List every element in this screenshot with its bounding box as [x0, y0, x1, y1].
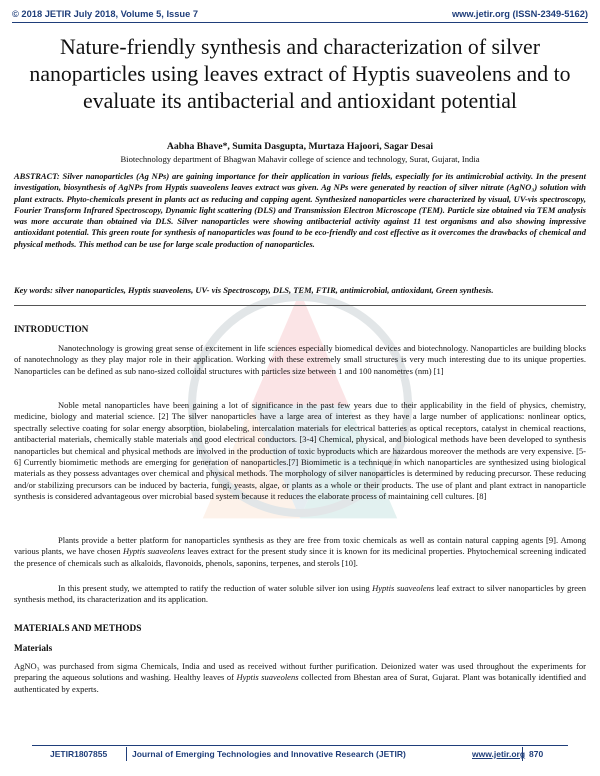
page-number: 870 [529, 749, 544, 759]
intro-paragraph-1: Nanotechnology is growing great sense of excitement in life sciences especially biomedical devices and biotechnology. Nanoparticles are building blocks of nanotechnology as they play major role in their application. Working with these extremely small structures is very much interesting due to its unique properties. Nanoparticles can be defined as sub nano-sized colloidal structures with particles size between 1 and 100 nanometres (nm) [1] [14, 343, 586, 376]
journal-name: Journal of Emerging Technologies and Innovative Research (JETIR) [132, 749, 406, 759]
materials-paragraph [14, 661, 586, 695]
intro-paragraph-2: Noble metal nanoparticles have been gaining a lot of significance in the past few years due to their applicability in the field of physics, chemistry, medicine, biology and material science. [2] The silver nanoparticles have a large area of interest as they have a large number of applications: nonlinear optics, spectrally selective coating for solar energy absorption, biolabeling, intercalation materials for electrical batteries as optical receptors, catalyst in chemical reactions, antibacterial materials, chemically stable materials and good electrical conductors. [3-4] Chemical, physical, and biological methods have been developed to synthesis nanoparticles but chemical and physical methods are involved in the production of toxic byproducts which are hazardous moreover the methods are very expensive. [5-6] Currently biomimetic methods are emerging for generation of nanoparticles.[7] Biomimetic is a technique in which nanoparticles are synthesized using biological materials as they possess advantages over chemical and physical methods. The morphology of silver nanoparticles is determined by reducing precursor. These reducing and/or stabilizing precursors can be induced by bacteria, fungi, yeasts, algae, or plants as a whole or their products. The use of plant and plant extract in nanoparticle synthesis is considered advantageous over microbial based system because it reduces the elaborate process of maintaining cell cultures. [8] [14, 400, 586, 502]
text-run: In this present study, we attempted to ratify the reduction of water soluble silver ion using [58, 583, 373, 593]
page-footer [32, 745, 568, 762]
text-run: AgNO₃ was purchased from sigma Chemicals, India and used as received without further purification. Deionized water was used throughout the experiments for preparing the aqueous solutions and washing. Healthy leaves of [14, 661, 586, 683]
footer-separator [522, 747, 523, 761]
text-run: leaves extract for the present study since it is known for its medicinal properties. Phytochemical screening indicated the presence of chemicals such as alkaloids, flavonoids, phenols, saponins, terpenes, and sterols [10]. [14, 546, 586, 568]
section-heading-materials-methods: MATERIALS AND METHODS [14, 624, 142, 634]
text-run: Plants provide a better platform for nanoparticles synthesis as they are free from toxic chemicals as well as contain natural capping agents [9]. Among various plants, we have chosen [14, 535, 586, 557]
species-name: Hyptis suaveolens [372, 583, 435, 593]
paper-authors: Aabha Bhave*, Sumita Dasgupta, Murtaza Hajoori, Sagar Desai [166, 141, 434, 152]
header-divider [12, 22, 588, 23]
journal-issue-info: © 2018 JETIR July 2018, Volume 5, Issue 7 [12, 9, 198, 19]
footer-separator [126, 747, 127, 761]
subsection-heading-materials: Materials [14, 644, 53, 654]
species-name: Hyptis suaveolens [122, 546, 185, 557]
footer-divider [32, 745, 568, 746]
journal-website-link[interactable]: www.jetir.org [472, 749, 526, 759]
journal-website-issn[interactable]: www.jetir.org (ISSN-2349-5162) [451, 9, 588, 19]
species-name: Hyptis suaveolens [236, 672, 299, 683]
text-run: collected from Bhestan area of Surat, Gujarat. Plant was botanically identified and authenticated by experts. [14, 672, 586, 694]
abstract: ABSTRACT: Silver nanoparticles (Ag NPs) are gaining importance for their application in various fields, especially for its antimicrobial activity. In the present investigation, biosynthesis of AgNPs from Hyptis suaveolens leaves extract was given. Ag NPs were generated by reaction of silver nitrate (AgNO₃) solution with plant extracts. Phyto-chemicals present in plants act as reducing and capping agent. Synthesized nanoparticles were characterized by visual, UV-vis spectroscopy, Fourier Transform Infrared Spectroscopy, Dynamic light scattering (DLS) and Transmission Electron Microscope (TEM). Particle size obtained via TEM analysis was more accurate than obtained via DLS. Silver nanoparticles were showing antibacterial activity against 11 test organisms and also showing impressive antioxidant potential. This green route for synthesis of nanoparticles was found to be eco-friendly and cost effective as it overcomes the drawbacks of chemical and physical methods. This method can be use for large scale production of nanoparticles. [14, 171, 586, 249]
paper-title: Nature-friendly synthesis and characterization of silver nanoparticles using leaves extract of Hyptis suaveolens and to evaluate its antibacterial and antioxidant potential [29, 35, 571, 113]
intro-paragraph-3 [14, 535, 586, 569]
intro-paragraph-4 [14, 583, 586, 606]
section-heading-introduction: INTRODUCTION [14, 325, 89, 335]
paper-id: JETIR1807855 [50, 749, 108, 759]
keywords: Key words: silver nanoparticles, Hyptis suaveolens, UV- vis Spectroscopy, DLS, TEM, FTIR, antimicrobial, antioxidant, Green synthesis. [14, 285, 494, 295]
keywords-divider [14, 305, 586, 306]
page-header [12, 0, 588, 20]
text-run: leaf extract to silver nanoparticles by green synthesis method, its characterization and its application. [14, 583, 586, 605]
paper-affiliation: Biotechnology department of Bhagwan Mahavir college of science and technology, Surat, Gujarat, India [120, 154, 480, 164]
